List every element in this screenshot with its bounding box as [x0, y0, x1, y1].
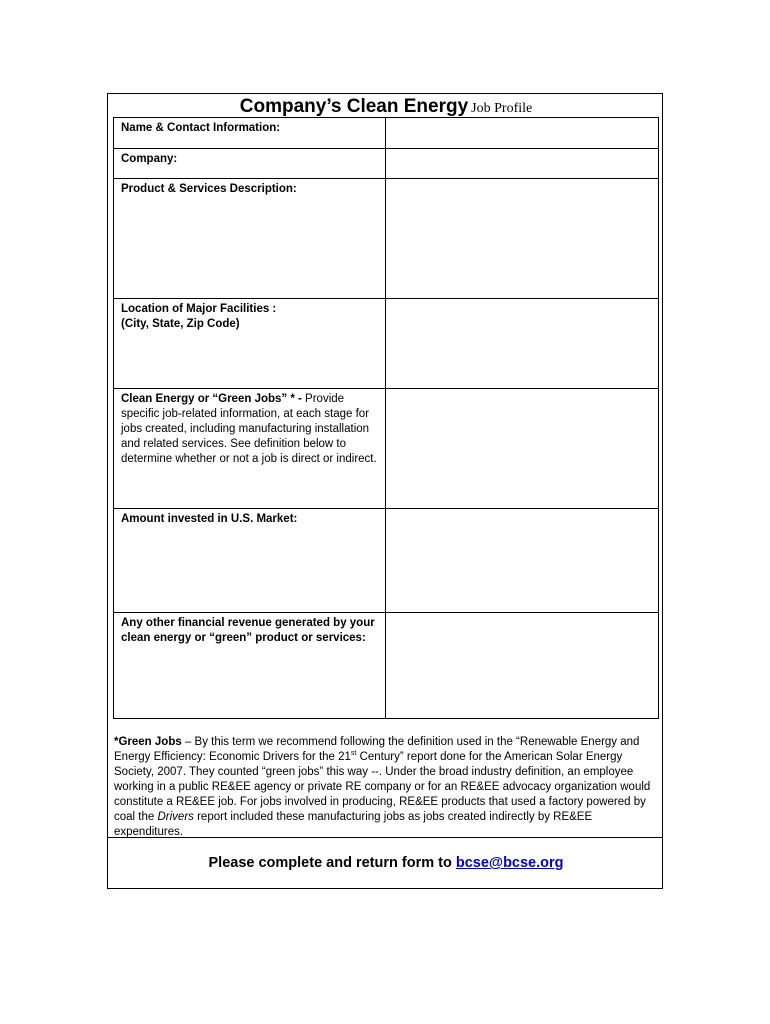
table-row — [114, 389, 659, 509]
form-frame — [107, 93, 663, 889]
profile-form-table — [113, 117, 659, 719]
footer-instruction — [108, 855, 664, 871]
divider — [108, 837, 662, 838]
page-title — [108, 96, 664, 118]
name-contact-label: Name & Contact Information: — [114, 118, 386, 149]
green-jobs-definition — [114, 735, 659, 840]
note-bold: *Green Jobs — [114, 736, 182, 748]
table-row — [114, 509, 659, 613]
table-row — [114, 613, 659, 719]
location-label — [114, 299, 386, 389]
name-contact-field[interactable] — [386, 118, 659, 149]
table-row — [114, 149, 659, 179]
note-part1: – By this term we recommend following the definition used in the “Renewable Energy and Energy Efficiency: Economic Drivers for the 21 — [114, 736, 640, 763]
other-revenue-field[interactable] — [386, 613, 659, 719]
email-link[interactable]: bcse@bcse.org — [455, 855, 564, 871]
location-field[interactable] — [386, 299, 659, 389]
location-label-line2: (City, State, Zip Code) — [121, 318, 240, 330]
table-row — [114, 299, 659, 389]
company-label: Company: — [114, 149, 386, 179]
company-field[interactable] — [386, 149, 659, 179]
green-jobs-field[interactable] — [386, 389, 659, 509]
table-row — [114, 118, 659, 149]
note-italic: Drivers — [157, 811, 194, 823]
note-sup: st — [350, 750, 357, 758]
note-part3: report included these manufacturing jobs as jobs created indirectly by RE&EE expenditures. — [114, 811, 593, 838]
product-services-field[interactable] — [386, 179, 659, 299]
table-row — [114, 179, 659, 299]
green-jobs-label — [114, 389, 386, 509]
title-main: Company’s Clean Energy — [239, 96, 469, 117]
footer-text: Please complete and return form to — [208, 855, 456, 871]
amount-invested-field[interactable] — [386, 509, 659, 613]
amount-invested-label: Amount invested in U.S. Market: — [114, 509, 386, 613]
location-label-line1: Location of Major Facilities : — [121, 303, 277, 315]
green-jobs-label-bold: Clean Energy or “Green Jobs” * - — [121, 393, 302, 405]
other-revenue-label: Any other financial revenue generated by your clean energy or “green” product or services: — [114, 613, 386, 719]
title-sub: Job Profile — [471, 101, 533, 116]
green-jobs-label-text: Provide specific job-related information, at each stage for jobs created, including manufacturing installation and related services. See definition below to determine whether or not a job is direct or indirect. — [121, 393, 377, 465]
note-part2: Century” report done for the American Solar Energy Society, 2007. They counted “green jobs” this way --. Under the broad industry definition, an employee working in a public RE&EE agency or private RE company or for an RE&EE advocacy organization would constitute a RE&EE job. For jobs involved in producing, RE&EE products that used a factory powered by coal the — [114, 751, 651, 823]
product-services-label: Product & Services Description: — [114, 179, 386, 299]
